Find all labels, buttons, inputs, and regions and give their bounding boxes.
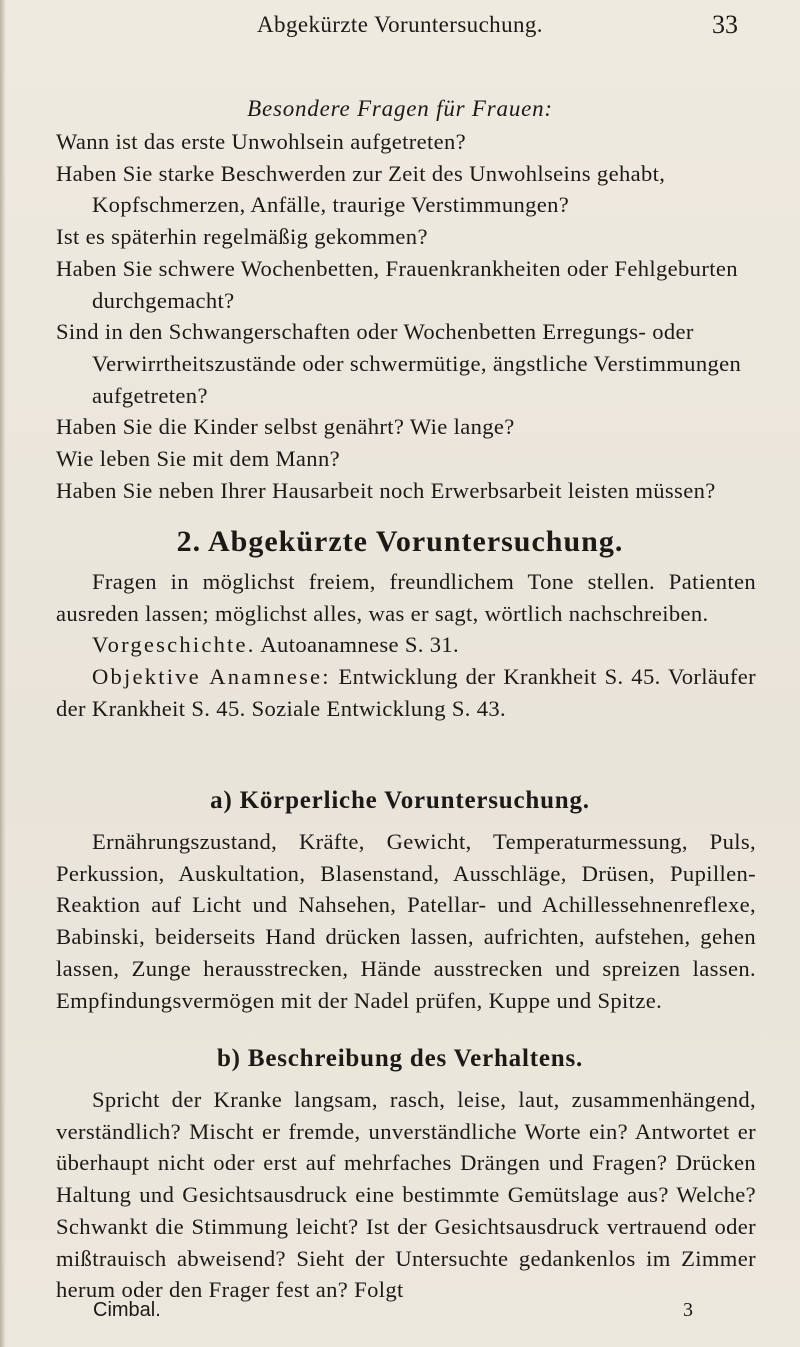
section-intro xyxy=(56,566,756,725)
subsection-b-paragraph: Spricht der Kranke langsam, rasch, leise, laut, zusammenhängend, verständlich? Mischt er fremde, unverständliche Worte ein? Antwortet er überhaupt nicht oder erst auf mehrfaches Drängen und Fragen? Drücken Haltung und Gesichtsausdruck eine bestimmte Gemütslage aus? Welche? Schwankt die Stimmung leicht? Ist der Gesichtsausdruck vertrauend oder mißtrauisch abweisend? Sieht der Untersuchte gedankenlos im Zimmer herum oder den Frager fest an? Folgt xyxy=(56,1087,756,1303)
subsection-a-paragraph: Ernährungszustand, Kräfte, Gewicht, Temperaturmessung, Puls, Perkussion, Auskultation, Blasenstand, Ausschläge, Drüsen, Pupillen-Reaktion auf Licht und Nahsehen, Patellar- und Achillessehnenreflexe, Babinski, beiderseits Hand drücken lassen, aufrichten, aufstehen, gehen lassen, Zunge herausstrecken, Hände ausstrecken und spreizen lassen. Empfindungsvermögen mit der Nadel prüfen, Kuppe und Spitze. xyxy=(56,829,756,1013)
subsection-a-body xyxy=(56,826,756,1016)
running-title: Abgekürzte Voruntersuchung. xyxy=(257,12,543,37)
footer-author: Cimbal. xyxy=(93,1299,161,1321)
question-item: Wann ist das erste Unwohlsein aufgetreten? xyxy=(56,129,467,154)
subsection-b-body xyxy=(56,1084,756,1306)
question-item: Haben Sie die Kinder selbst genährt? Wie lange? xyxy=(56,414,515,440)
question-item: Sind in den Schwangerschaften oder Wochenbetten Erregungs- oder Verwirrtheitszustände oder schwermütige, ängstliche Verstimmungen aufgetreten? xyxy=(56,319,742,408)
question-item: Wie leben Sie mit dem Mann? xyxy=(56,446,340,472)
section-title: 2. Abgekürzte Voruntersuchung. xyxy=(176,525,624,558)
women-questions-heading: Besondere Fragen für Frauen: xyxy=(247,96,553,121)
footer-signature: 3 xyxy=(683,1299,693,1321)
subsection-b-title: b) Beschreibung des Verhaltens. xyxy=(216,1045,584,1072)
question-item: Ist es späterhin regelmäßig gekommen? xyxy=(56,224,428,250)
vorgeschichte-text: Autoanamnese S. 31. xyxy=(260,632,460,658)
objektive-label: Objektive Anamnese: xyxy=(92,664,331,690)
objektive-text: Entwicklung der Krankheit S. 45. Vorläufer der Krankheit S. 45. Soziale Entwicklung S. 43. xyxy=(56,664,757,721)
subsection-a-title: a) Körperliche Voruntersuchung. xyxy=(210,787,590,814)
question-item: Haben Sie schwere Wochenbetten, Frauenkrankheiten oder Fehlgeburten durchgemacht? xyxy=(56,255,738,313)
question-item: Haben Sie neben Ihrer Hausarbeit noch Erwerbsarbeit leisten müssen? xyxy=(56,477,716,503)
vorgeschichte-line xyxy=(56,629,756,661)
vorgeschichte-label: Vorgeschichte. xyxy=(92,632,256,658)
page-number: 33 xyxy=(712,10,738,39)
objektive-line xyxy=(56,661,756,724)
intro-paragraph: Fragen in möglichst freiem, freundlichem Tone stellen. Patienten ausreden lassen; möglichst alles, was er sagt, wörtlich nachschreiben. xyxy=(56,569,756,626)
question-item: Haben Sie starke Beschwerden zur Zeit des Unwohlseins gehabt, Kopfschmerzen, Anfälle, traurige Verstimmungen? xyxy=(56,160,666,218)
women-questions-list xyxy=(56,126,756,506)
